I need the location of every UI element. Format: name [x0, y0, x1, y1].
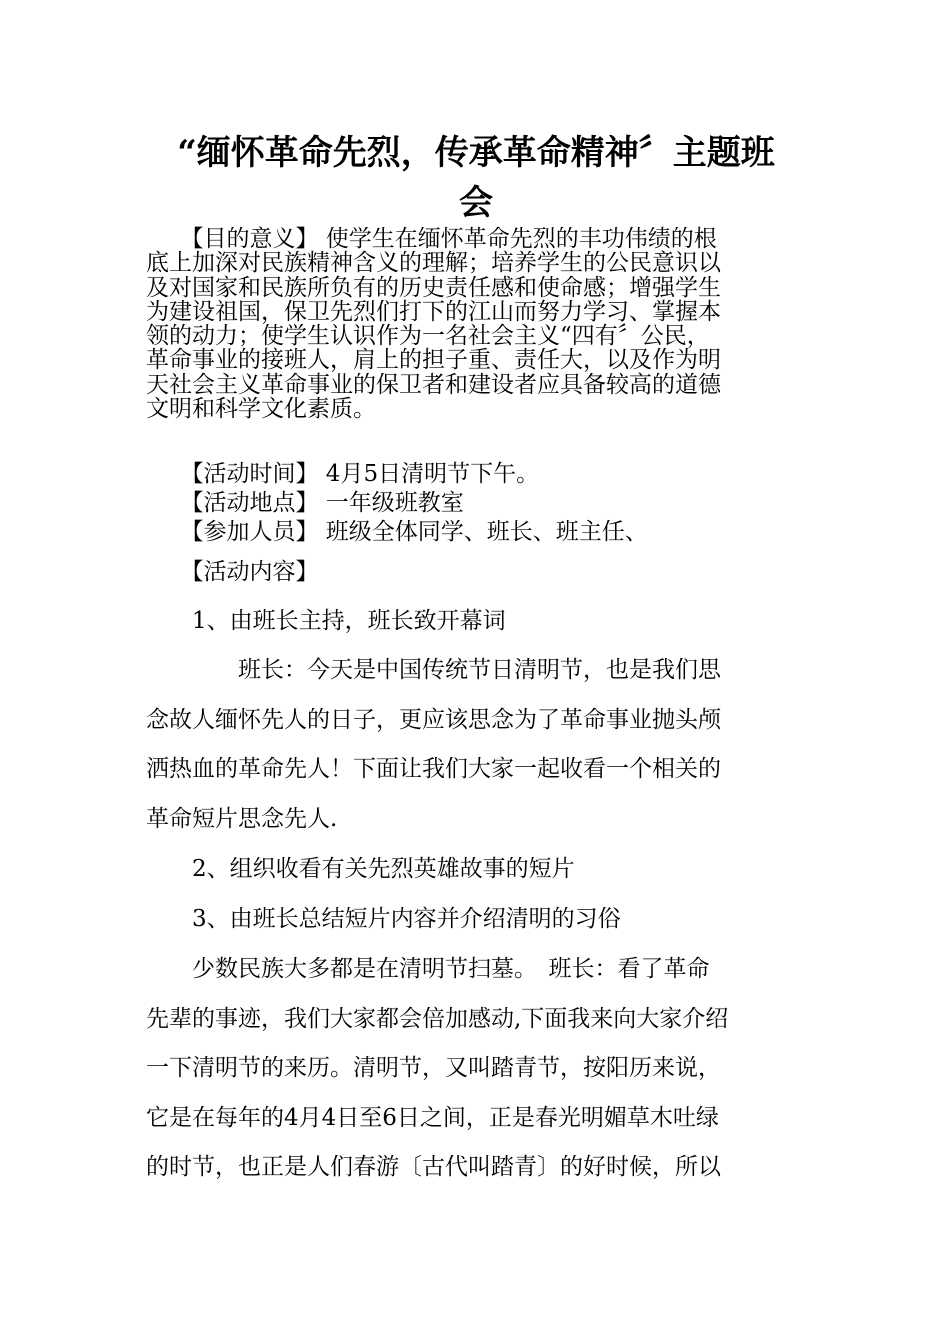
speech-paragraph-1 [146, 646, 806, 844]
purpose-paragraph [146, 227, 806, 421]
speech-line: 洒热血的革命先人！下面让我们大家一起收看一个相关的 [146, 756, 721, 783]
document-title-line-1: “缅怀革命先烈，传承革命精神〞主题班 [177, 133, 775, 173]
item-1: 1、由班长主持，班长致开幕词 [146, 608, 506, 634]
speech-line: 一下清明节的来历。清明节，又叫踏青节，按阳历来说， [146, 1055, 721, 1082]
purpose-line: 为建设祖国，保卫先烈们打下的江山而努力学习、掌握本 [146, 298, 721, 325]
purpose-line: 文明和科学文化素质。 [146, 396, 376, 423]
speech-line: 班长：今天是中国传统节日清明节，也是我们思 [146, 657, 721, 683]
item-3: 3、由班长总结短片内容并介绍清明的习俗 [146, 906, 621, 932]
purpose-line: 领的动力；使学生认识作为一名社会主义“四有〞公民， [146, 323, 710, 350]
speech-line: 先辈的事迹，我们大家都会倍加感动,下面我来向大家介绍 [146, 1005, 729, 1032]
speech-line: 它是在每年的4月4日至6日之间，正是春光明媚草木吐绿 [146, 1104, 719, 1131]
purpose-line: 底上加深对民族精神含义的理解；培养学生的公民意识以 [146, 250, 721, 277]
activity-time: 【活动时间】 4月5日清明节下午。 [146, 461, 540, 487]
item-2: 2、组织收看有关先烈英雄故事的短片 [146, 856, 575, 882]
activity-place: 【活动地点】 一年级班教室 [146, 490, 464, 516]
purpose-line: 革命事业的接班人，肩上的担子重、责任大，以及作为明 [146, 347, 721, 374]
speech-line: 念故人缅怀先人的日子，更应该思念为了革命事业抛头颅 [146, 706, 721, 733]
purpose-line: 及对国家和民族所负有的历史责任感和使命感；增强学生 [146, 274, 721, 301]
document-title-line-2: 会 [459, 183, 493, 223]
purpose-line: 天社会主义革命事业的保卫者和建设者应具备较高的道德 [146, 371, 721, 398]
speech-line: 少数民族大多都是在清明节扫墓。 班长：看了革命 [146, 956, 710, 982]
speech-line: 革命短片思念先人. [146, 805, 338, 832]
purpose-line: 【目的意义】 使学生在缅怀革命先烈的丰功伟绩的根 [146, 226, 717, 252]
participants: 【参加人员】 班级全体同学、班长、班主任、 [146, 519, 648, 545]
speech-paragraph-2 [146, 945, 806, 1193]
speech-line: 的时节，也正是人们春游〔古代叫踏青〕的好时候，所以 [146, 1154, 721, 1181]
activity-content-heading: 【活动内容】 [146, 559, 319, 585]
